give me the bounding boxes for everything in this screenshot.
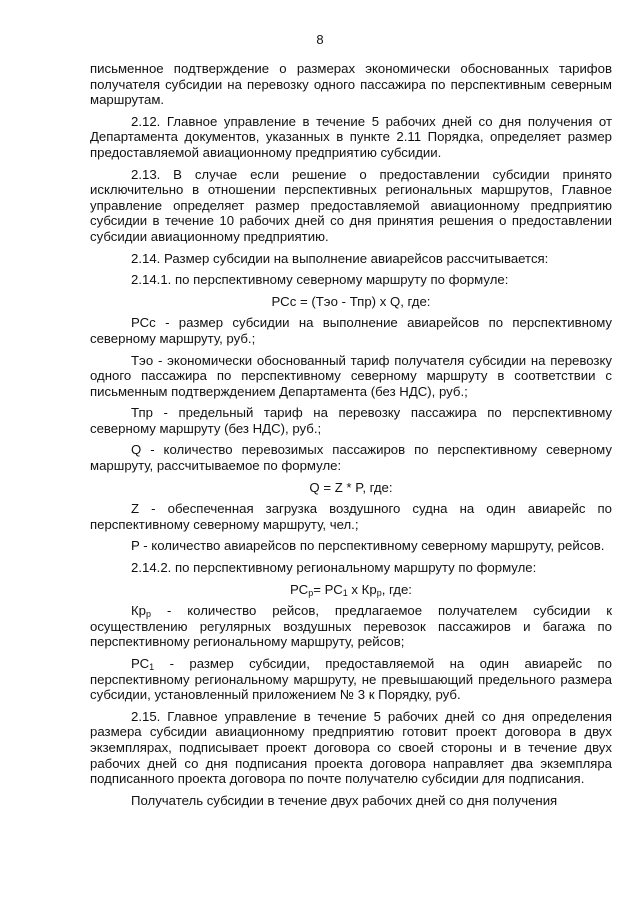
formula-text: РС: [290, 581, 309, 597]
subscript: 1: [342, 587, 348, 598]
page-number: 8: [316, 32, 324, 47]
paragraph: Q - количество перевозимых пассажиров по перспективному северному маршруту, рассчитываемое по формуле:: [90, 442, 612, 474]
definition: - количество рейсов, предлагаемое получателем субсидии к осуществлению регулярных воздушных перевозок пассажиров и багажа по перспективному региональному маршруту, рейсов;: [90, 603, 612, 650]
paragraph: [90, 656, 612, 703]
term: РС: [131, 656, 150, 671]
paragraph: P - количество авиарейсов по перспективному северному маршруту, рейсов.: [131, 538, 605, 554]
paragraph: 2.14.2. по перспективному региональному маршруту по формуле:: [131, 560, 537, 576]
paragraph: РСс - размер субсидии на выполнение авиарейсов по перспективному северному маршруту, руб.;: [90, 315, 612, 346]
formula-text: , где:: [381, 581, 412, 597]
paragraph: 2.12. Главное управление в течение 5 рабочих дней со дня получения от Департамента документов, указанных в пункте 2.11 Порядка, определяет размер предоставляемой авиационному предприятию субсидии.: [90, 113, 612, 160]
document-body: [90, 61, 612, 814]
term: Кр: [131, 603, 147, 619]
paragraph: письменное подтверждение о размерах экономически обоснованных тарифов получателя субсидии на перевозку одного пассажира по перспективным северным маршрутам.: [90, 61, 612, 108]
paragraph: Тпр - предельный тариф на перевозку пассажира по перспективному северному маршруту (без НДС), руб.;: [90, 405, 612, 436]
subscript: р: [308, 587, 314, 598]
paragraph: 2.13. В случае если решение о предоставлении субсидии принято исключительно в отношении перспективных региональных маршрутов, Главное управление определяет размер предоставляемой авиационному предприятию субсидии в течение 10 рабочих дней со дня принятия решения о предоставлении субсидии авиационному предприятию.: [90, 166, 612, 244]
paragraph: 2.15. Главное управление в течение 5 рабочих дней со дня определения размера субсидии авиационному предприятию готовит проект договора в двух экземплярах, подписывает проект договора со своей стороны и в течение двух рабочих дней со дня подписания проекта договора направляет два экземпляра подписанного проекта договора по почте получателю субсидии для подписания.: [90, 708, 612, 787]
subscript: 1: [149, 662, 155, 672]
formula: РСс = (Тэо - Тпр) x Q, где:: [271, 293, 431, 309]
paragraph: [90, 603, 612, 650]
paragraph: Тэо - экономически обоснованный тариф получателя субсидии на перевозку одного пассажира по перспективному северному маршруту в соответствии с письменным подтверждением Департамента (без НДС), руб.;: [90, 352, 612, 399]
formula-text: x Кр: [347, 581, 377, 597]
formula: [90, 582, 612, 598]
paragraph: 2.14.1. по перспективному северному маршруту по формуле:: [131, 272, 509, 288]
formula: Q = Z * P, где:: [309, 479, 393, 495]
paragraph: Z - обеспеченная загрузка воздушного судна на один авиарейс по перспективному северному маршруту, чел.;: [90, 501, 612, 532]
definition: - размер субсидии, предоставляемой на один авиарейс по перспективному региональному маршруту, не превышающий предельного размера субсидии, установленный приложением № 3 к Порядку, руб.: [90, 656, 612, 703]
formula-text: = РС: [313, 581, 343, 597]
subscript: р: [376, 587, 382, 598]
subscript: р: [146, 609, 152, 620]
paragraph: Получатель субсидии в течение двух рабочих дней со дня получения: [131, 792, 558, 808]
paragraph: 2.14. Размер субсидии на выполнение авиарейсов рассчитывается:: [131, 250, 549, 266]
